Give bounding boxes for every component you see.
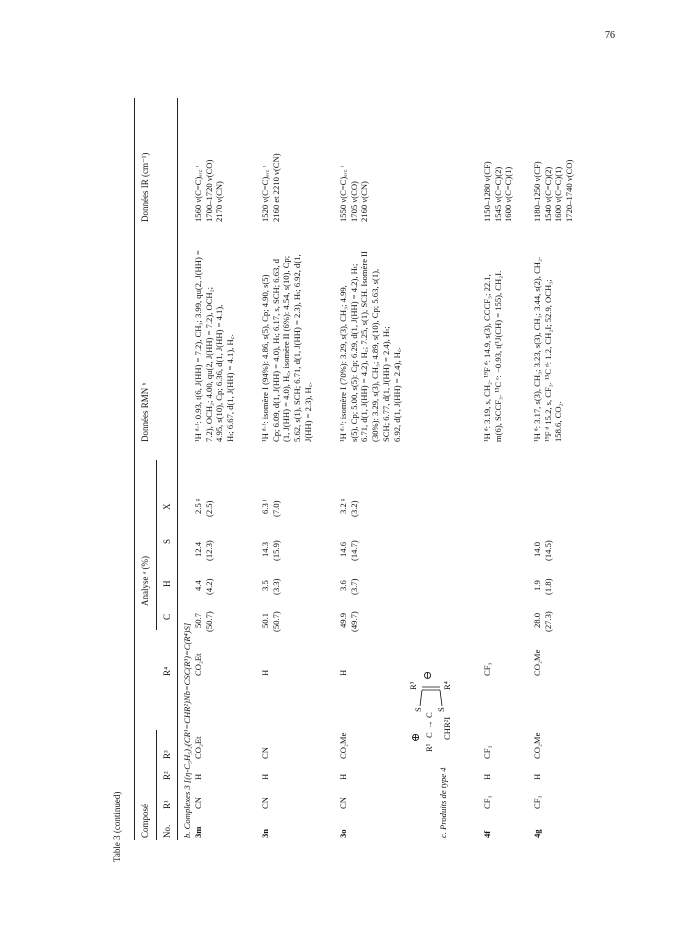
row-nmr (482, 271, 503, 442)
row-nmr (532, 257, 564, 442)
struct-charge-right: ⊖ (422, 670, 434, 680)
row-h: 4.4 (193, 580, 203, 591)
nmr-line: SCH; 6.77, d(1, J(HH) = 2.4), Hₜ; (380, 326, 391, 442)
row-h-calc: (3.7) (349, 578, 359, 595)
row-h-calc: (1.8) (543, 578, 553, 595)
row-r3: CO₂Me (532, 732, 542, 759)
table-title: Table 3 (continued) (112, 791, 122, 862)
row-nmr (193, 250, 236, 442)
nmr-line: Hₜ; 6.67, d(1, J(HH) = 4.1), H꜀. (225, 334, 236, 442)
row-r3: CN (260, 747, 270, 759)
nmr-line: 6.71, d(1, J(HH) = 4.2), H꜀; 7.25, s(1), SCH. Isomère II (359, 251, 370, 442)
row-c-calc: (49.7) (349, 611, 359, 632)
row-s-calc: (14.7) (349, 540, 359, 561)
struct-ring-lines (416, 682, 446, 712)
ir-line: 2160 ν(CN) (359, 181, 370, 222)
header-r3: R³ (162, 750, 172, 759)
nmr-line: s(5), Cp; 5.00, s(5): Cp; 6.29, d(1, J(HH) = 4.2), Hₜ; (348, 263, 359, 442)
ir-line: 1560 ν(C=C)ₐᵣ꜀ ᶦ (193, 165, 203, 222)
ir-line: 2170 ν(CN) (214, 181, 225, 222)
section-c-title: c. Produits de type 4 (438, 767, 448, 838)
row-r2: H (338, 773, 348, 780)
row-x: 3.2 ᵍ (338, 498, 348, 514)
row-r2: H (260, 773, 270, 780)
struct-s-top: S (413, 707, 423, 712)
nmr-line: ¹H ᵈ: 3.19, s, CH₂. ¹⁹F ᵈ: 14.9, s(3), CCCF₃; 22.1, (482, 274, 492, 442)
nmr-line: ¹H ᵈ·ᶠ: 0.93, t(6, J(HH) = 7.2), CH₃; 3.99, qu(2, J(HH) = (193, 250, 203, 442)
struct-arrow: → (424, 720, 434, 729)
header-s: S (162, 538, 172, 544)
row-r1: CF₃ (482, 795, 492, 809)
rule-analyse (156, 460, 157, 630)
struct-r3: R³ (408, 681, 418, 690)
row-r3: CO₂Et (193, 736, 203, 759)
row-nmr (260, 254, 314, 442)
nmr-line: 158.6, CO₂. (553, 401, 564, 442)
row-c: 50.7 (193, 612, 203, 628)
row-r4: CF₃ (482, 662, 492, 676)
ir-line: 1545 ν(C=C)(2) (492, 166, 503, 222)
ir-line: 1720–1740 ν(CO) (564, 159, 575, 222)
ir-line: 1600 ν(C=C)(1) (503, 166, 514, 222)
table-rule-top (134, 98, 135, 840)
ir-line: 2160 et 2210 ν(CN) (270, 153, 281, 222)
ir-line: 1540 ν(C=C)(2) (542, 166, 553, 222)
row-ir (193, 160, 225, 222)
row-r4: CO₂Et (193, 653, 203, 676)
row-s: 14.6 (338, 541, 348, 557)
row-s: 12.4 (193, 541, 203, 557)
page-number: 76 (605, 30, 615, 41)
nmr-line: 5.62, s(1), SCH; 6.71, d(1, J(HH) = 2.3), Hₜ; 6.92, d(1, (292, 254, 303, 442)
row-r1: CN (338, 797, 348, 809)
row-c: 50.1 (260, 612, 270, 628)
row-x-calc: (3.2) (349, 500, 359, 517)
row-r4: H (260, 669, 270, 676)
struct-r4: R⁴ (442, 681, 452, 690)
header-r1: R¹ (162, 800, 172, 809)
row-r2: H (532, 773, 542, 780)
row-s-calc: (14.5) (543, 540, 553, 561)
row-r1: CN (193, 797, 203, 809)
rule-compose (156, 730, 157, 840)
row-c: 49.9 (338, 612, 348, 628)
nmr-line: ¹H ᵈ·ᶠ: isomère I (70%): 3.29, s(3), CH₃; 4.99, (338, 285, 348, 442)
header-h: H (162, 580, 172, 587)
struct-charge-top: ⊕ (410, 732, 422, 742)
row-c-calc: (27.3) (543, 611, 553, 632)
row-c-calc: (50.7) (204, 611, 214, 632)
row-ir (260, 153, 281, 222)
row-x: 2.5 ᵍ (193, 498, 203, 514)
struct-c-right: C (424, 712, 434, 718)
table-rule-header (177, 98, 178, 840)
ir-line: 1520 ν(C=C)ₐᵣ꜀ ᶦ (260, 165, 270, 222)
nmr-line: J(HH) = 2.3), H꜀. (302, 382, 313, 442)
structure-4 (406, 662, 462, 752)
nmr-line: Cp; 6.09, d(1, J(HH) = 4.0), Hₜ; 6.17, s, SCH; 6.63, d (270, 259, 281, 442)
ir-line: 1600 ν(C=C)(1) (553, 166, 564, 222)
row-x: 6.3 ʲ (260, 499, 270, 514)
ir-line: 1705 ν(CO) (348, 181, 359, 222)
struct-chr2i: CHR²I (442, 716, 452, 740)
row-h: 3.5 (260, 580, 270, 591)
section-b-title: b. Complexes 3 [(η-C₅H₅)₂(CR¹=CHR²)Nb=CSC(R³)=C(R⁴)S] (182, 622, 192, 838)
row-ir (482, 161, 514, 222)
nmr-line: 6.92, d(1, J(HH) = 2.4), H꜀. (391, 347, 402, 442)
header-x: X (162, 503, 172, 510)
row-no: 3m (193, 826, 203, 838)
row-r1: CF₃ (532, 795, 542, 809)
row-h: 3.6 (338, 580, 348, 591)
nmr-line: ¹H ᵈ: 3.17, s(3), CH₃; 3.23, s(3), CH₃; 3.44, s(2), CH₂. (532, 256, 542, 442)
ir-line: 1150–1280 ν(CF) (482, 161, 492, 222)
header-compose: Composé (140, 803, 150, 838)
row-s-calc: (15.9) (271, 540, 281, 561)
row-no: 4g (532, 829, 542, 838)
header-r2: R² (162, 771, 172, 780)
row-s-calc: (12.3) (204, 540, 214, 561)
row-no: 3n (260, 828, 270, 838)
ir-line: 1180–1250 ν(CF) (532, 161, 542, 222)
header-analyse: Analyse ᵃ (%) (140, 556, 150, 606)
row-s: 14.0 (532, 541, 542, 557)
row-r4: CO₂Me (532, 649, 542, 676)
header-ir: Données IR (cm⁻¹) (140, 152, 150, 222)
row-h-calc: (3.3) (271, 578, 281, 595)
nmr-line: 4.95, s(10), Cp; 6.36, d(1, J(HH) = 4.1), (214, 304, 225, 442)
ir-line: 1700–1720 ν(CO) (203, 159, 214, 222)
rotated-table (110, 82, 608, 862)
header-no: No. (162, 824, 172, 838)
nmr-line: ¹⁹F ᵈ 15.2, s, CF₃. ¹³C ᵈ: 1.2, CH₂I; 52.9, OCH₃; (542, 279, 553, 442)
row-no: 4f (482, 830, 492, 838)
struct-c-left: C (424, 732, 434, 738)
header-r4: R⁴ (162, 666, 172, 676)
row-r2: H (482, 773, 492, 780)
nmr-line: 7.2), OCH₂; 4.00, qu(2, J(HH) = 7.2), OCH₂; (203, 286, 214, 442)
nmr-line: ¹H ᵈ·ᶠ: isomère I (94%): 4.86, s(5), Cp; 4.90, s(5) (260, 274, 270, 442)
struct-s-bottom: S (436, 707, 446, 712)
row-h-calc: (4.2) (204, 578, 214, 595)
row-x-calc: (2.5) (204, 500, 214, 517)
ir-line: 1550 ν(C=C)ₐᵣ꜀ ᶦ (338, 165, 348, 222)
nmr-line: m(6), SCCF₃. ¹³C ᵉ: −0.93, t(¹J(CH) = 155), CH₂I. (492, 270, 503, 442)
header-c: C (162, 613, 172, 620)
row-h: 1.9 (532, 580, 542, 591)
row-r3: CO₂Me (338, 732, 348, 759)
row-nmr (338, 251, 402, 442)
row-r4: H (338, 669, 348, 676)
row-ir (338, 166, 370, 222)
row-x-calc: (7.0) (271, 500, 281, 517)
row-no: 3o (338, 829, 348, 838)
row-c-calc: (50.7) (271, 611, 281, 632)
row-r2: H (193, 773, 203, 780)
header-nmr: Données RMN ᵇ (140, 382, 150, 442)
row-r3: CF₃ (482, 745, 492, 759)
struct-r1: R¹ (424, 743, 434, 752)
nmr-line: (30%): 3.29, s(3), CH₃; 4.89, s(10), Cp; 5.63, s(1), (370, 268, 381, 442)
row-r1: CN (260, 797, 270, 809)
row-ir (532, 160, 575, 222)
row-s: 14.3 (260, 541, 270, 557)
nmr-line: (1, J(HH) = 4.0), H꜀, isomère II (6%): 4.54, s(10), Cp; (281, 255, 292, 442)
row-c: 28.0 (532, 612, 542, 628)
